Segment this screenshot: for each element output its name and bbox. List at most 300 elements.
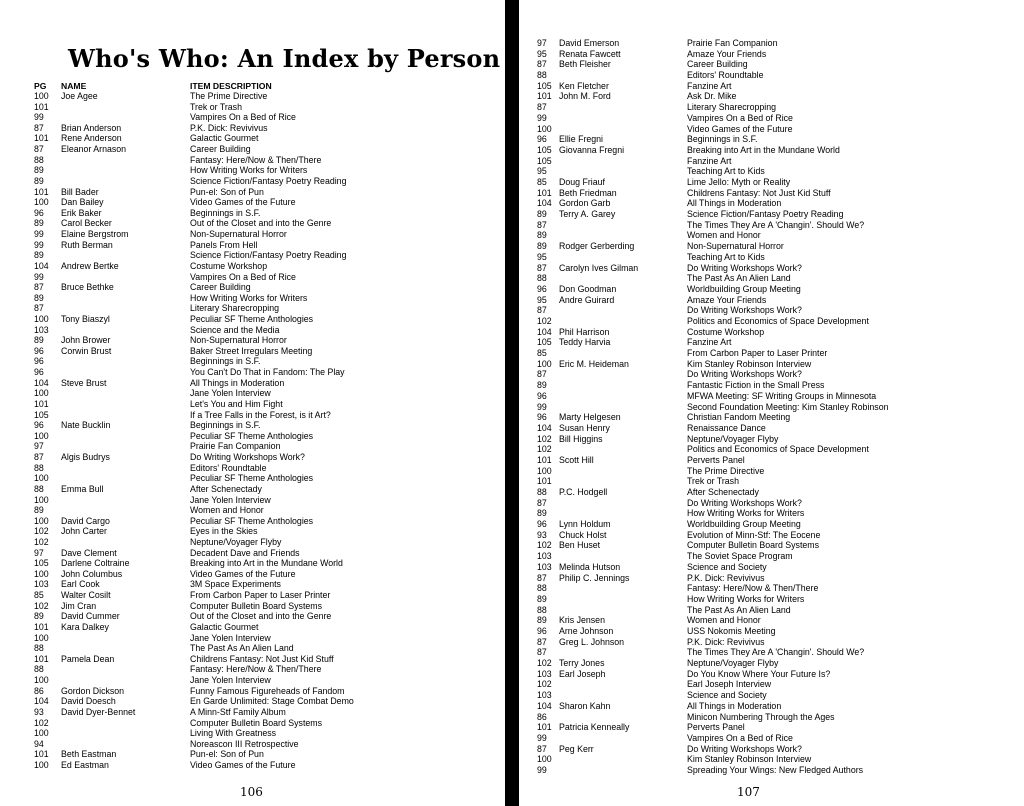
page-ref: 103 (537, 561, 552, 572)
item-description: Prairie Fan Companion (687, 38, 778, 48)
index-row (519, 583, 1024, 593)
item-description: Computer Bulletin Board Systems (687, 540, 820, 551)
item-description: Kim Stanley Robinson Interview (687, 358, 812, 369)
page-ref: 96 (34, 207, 44, 218)
item-description: Jane Yolen Interview (190, 388, 271, 399)
item-description: Ask Dr. Mike (687, 91, 737, 102)
item-description: Politics and Economics of Space Development (687, 315, 869, 326)
person-name: Carol Becker (61, 218, 112, 229)
person-name: Patricia Kenneally (559, 722, 630, 733)
page-ref: 100 (34, 473, 49, 484)
index-row (0, 187, 505, 197)
item-description: How Writing Works for Writers (190, 165, 308, 176)
page-ref: 96 (537, 134, 547, 145)
page-ref: 96 (537, 519, 547, 530)
page-ref: 100 (34, 728, 49, 739)
page-ref: 89 (34, 335, 44, 346)
page-ref: 102 (537, 315, 552, 326)
page-ref: 100 (34, 632, 49, 643)
item-description: Spreading Your Wings: New Fledged Authors (687, 765, 864, 775)
item-description: The Times They Are A 'Changin'. Should We? (687, 219, 865, 230)
page-ref: 96 (34, 367, 44, 378)
page-ref: 100 (34, 760, 49, 770)
item-description: Costume Workshop (687, 326, 765, 337)
item-description: Career Building (190, 144, 251, 155)
item-description: Neptune/Voyager Flyby (190, 537, 282, 547)
person-name: Peg Kerr (559, 743, 594, 754)
index-row (519, 102, 1024, 112)
person-name: Beth Friedman (559, 187, 617, 198)
item-description: Kim Stanley Robinson Interview (687, 754, 812, 765)
index-row (519, 391, 1024, 401)
index-row (519, 519, 1024, 529)
index-row (0, 165, 505, 175)
index-row (0, 558, 505, 568)
item-description: Teaching Art to Kids (687, 166, 765, 177)
page-ref: 101 (34, 398, 49, 409)
index-row (0, 749, 505, 759)
page-ref: 89 (34, 175, 44, 186)
page-ref: 101 (537, 476, 552, 487)
page-ref: 95 (537, 251, 547, 262)
item-description: Fantasy: Here/Now & Then/There (190, 154, 322, 165)
index-row (519, 679, 1024, 689)
person-name: Chuck Holst (559, 529, 607, 540)
page-ref: 88 (537, 273, 547, 284)
item-description: Non-Supernatural Horror (687, 241, 784, 252)
page-ref: 93 (537, 529, 547, 540)
item-description: 3M Space Experiments (190, 579, 281, 590)
item-description: Lime Jello: Myth or Reality (687, 176, 791, 187)
page-ref: 96 (34, 420, 44, 431)
item-description: Perverts Panel (687, 722, 745, 733)
person-name: Melinda Hutson (559, 561, 621, 572)
index-row (519, 690, 1024, 700)
item-description: Peculiar SF Theme Anthologies (190, 515, 314, 526)
item-description: Vampires On a Bed of Rice (190, 112, 296, 123)
page-ref: 97 (537, 38, 547, 48)
item-description: The Prime Directive (190, 91, 268, 101)
page-ref: 102 (537, 679, 552, 690)
index-row (519, 498, 1024, 508)
item-description: Do Writing Workshops Work? (687, 743, 802, 754)
person-name: Pamela Dean (61, 653, 115, 664)
page-title: Who's Who: An Index by Person (68, 44, 501, 73)
index-row (519, 81, 1024, 91)
person-name: Erik Baker (61, 207, 102, 218)
item-description: Christian Fandom Meeting (687, 412, 791, 423)
index-row (0, 399, 505, 409)
index-row (519, 530, 1024, 540)
item-description: All Things in Moderation (687, 198, 782, 209)
item-description: Science and Society (687, 690, 767, 701)
item-description: Do Writing Workshops Work? (687, 305, 802, 316)
person-name: Corwin Brust (61, 345, 112, 356)
person-name: David Cargo (61, 515, 110, 526)
page-ref: 88 (537, 70, 547, 81)
person-name: Scott Hill (559, 454, 594, 465)
person-name: Terry Jones (559, 658, 605, 669)
person-name: Brian Anderson (61, 122, 122, 133)
index-row (0, 675, 505, 685)
index-row (0, 643, 505, 653)
person-name: Beth Eastman (61, 749, 117, 760)
person-name: Walter Cosilt (61, 590, 111, 601)
item-description: Career Building (190, 282, 251, 293)
page-ref: 88 (537, 487, 547, 498)
page-ref: 103 (537, 668, 552, 679)
index-row (519, 744, 1024, 754)
page-ref: 103 (34, 579, 49, 590)
page-ref: 89 (537, 241, 547, 252)
page-ref: 102 (537, 444, 552, 455)
item-description: Amaze Your Friends (687, 294, 767, 305)
item-description: Jane Yolen Interview (190, 632, 271, 643)
index-row (519, 605, 1024, 615)
page-ref: 100 (537, 465, 552, 476)
page-ref: 100 (34, 568, 49, 579)
index-row (0, 431, 505, 441)
page-ref: 89 (34, 611, 44, 622)
item-description: Computer Bulletin Board Systems (190, 600, 323, 611)
person-name: Algis Budrys (61, 452, 110, 463)
index-row (0, 102, 505, 112)
index-row (519, 380, 1024, 390)
index-row (0, 537, 505, 547)
item-description: Jane Yolen Interview (190, 494, 271, 505)
page-ref: 87 (537, 262, 547, 273)
page-ref: 88 (34, 154, 44, 165)
index-row (0, 367, 505, 377)
index-row (519, 701, 1024, 711)
index-row (519, 59, 1024, 69)
person-name: Beth Fleisher (559, 59, 611, 70)
item-description: P.K. Dick: Revivivus (190, 122, 268, 133)
page-ref: 104 (34, 260, 49, 271)
item-description: Teaching Art to Kids (687, 251, 765, 262)
page-ref: 87 (537, 743, 547, 754)
index-row (0, 452, 505, 462)
person-name: Elaine Bergstrom (61, 229, 129, 240)
item-description: Renaissance Dance (687, 422, 766, 433)
item-description: Do Writing Workshops Work? (687, 369, 802, 380)
header-pg: PG (34, 81, 47, 91)
index-row (519, 412, 1024, 422)
page-ref: 87 (537, 647, 547, 658)
index-row (519, 230, 1024, 240)
person-name: Greg L. Johnson (559, 636, 625, 647)
index-row (0, 346, 505, 356)
person-name: Teddy Harvia (559, 337, 611, 348)
index-row (519, 348, 1024, 358)
index-row (519, 423, 1024, 433)
person-name: Rene Anderson (61, 133, 122, 144)
item-description: After Schenectady (190, 483, 262, 494)
index-row (0, 378, 505, 388)
index-row (0, 718, 505, 728)
index-row (0, 505, 505, 515)
item-description: Fanzine Art (687, 155, 732, 166)
item-description: Politics and Economics of Space Development (687, 444, 869, 455)
item-description: The Soviet Space Program (687, 551, 793, 562)
index-row (0, 112, 505, 122)
index-row (519, 712, 1024, 722)
page-ref: 96 (537, 626, 547, 636)
item-description: Vampires On a Bed of Rice (190, 271, 296, 282)
page-ref: 102 (34, 717, 49, 728)
index-row (0, 654, 505, 664)
page-ref: 101 (537, 91, 552, 102)
item-description: Earl Joseph Interview (687, 679, 772, 690)
item-description: Panels From Hell (190, 239, 258, 250)
index-row (0, 728, 505, 738)
person-name: David Emerson (559, 38, 620, 48)
index-row (0, 548, 505, 558)
index-row (519, 156, 1024, 166)
index-row (519, 626, 1024, 636)
index-row (519, 444, 1024, 454)
header-name: NAME (61, 81, 87, 91)
page-ref: 101 (537, 187, 552, 198)
index-row (519, 508, 1024, 518)
person-name: Nate Bucklin (61, 420, 111, 431)
index-row (0, 229, 505, 239)
item-description: Women and Honor (687, 615, 761, 626)
item-description: Do You Know Where Your Future Is? (687, 668, 831, 679)
page-ref: 87 (34, 122, 44, 133)
index-row (0, 272, 505, 282)
item-description: Career Building (687, 59, 748, 70)
index-row (0, 686, 505, 696)
page-ref: 96 (537, 412, 547, 423)
item-description: Pun-el: Son of Pun (190, 186, 264, 197)
index-row (0, 739, 505, 749)
index-row (0, 388, 505, 398)
item-description: Peculiar SF Theme Anthologies (190, 430, 314, 441)
page-ref: 104 (537, 326, 552, 337)
index-row (519, 658, 1024, 668)
person-name: Gordon Garb (559, 198, 611, 209)
item-description: Galactic Gourmet (190, 133, 259, 144)
item-description: Science Fiction/Fantasy Poetry Reading (190, 175, 347, 186)
item-description: Do Writing Workshops Work? (687, 497, 802, 508)
index-row (0, 473, 505, 483)
page-ref: 89 (34, 292, 44, 303)
item-description: Out of the Closet and into the Genre (190, 611, 332, 622)
index-row (519, 295, 1024, 305)
item-description: How Writing Works for Writers (190, 292, 308, 303)
page-ref: 105 (537, 155, 552, 166)
person-name: David Dyer-Bennet (61, 706, 136, 717)
index-row (519, 647, 1024, 657)
page-ref: 89 (537, 593, 547, 604)
index-row (519, 177, 1024, 187)
page-ref: 95 (537, 48, 547, 59)
item-description: Peculiar SF Theme Anthologies (190, 314, 314, 324)
page-ref: 103 (537, 690, 552, 701)
index-row (519, 113, 1024, 123)
page-ref: 87 (537, 369, 547, 380)
index-row (0, 696, 505, 706)
index-row (519, 540, 1024, 550)
person-name: Gordon Dickson (61, 685, 125, 696)
person-name: Tony Biaszyl (61, 314, 110, 324)
page-ref: 87 (34, 303, 44, 314)
item-description: Fantasy: Here/Now & Then/There (190, 664, 322, 675)
page-ref: 89 (34, 165, 44, 176)
person-name: Don Goodman (559, 283, 617, 294)
page-ref: 105 (34, 558, 49, 569)
index-row (519, 466, 1024, 476)
person-name: Eric M. Heideman (559, 358, 629, 369)
person-name: Phil Harrison (559, 326, 610, 337)
item-description: Do Writing Workshops Work? (687, 262, 802, 273)
index-row (519, 263, 1024, 273)
index-row (0, 282, 505, 292)
page-ref: 101 (34, 749, 49, 760)
item-description: Beginnings in S.F. (687, 134, 758, 145)
item-description: Peculiar SF Theme Anthologies (190, 473, 314, 484)
item-description: Let's You and Him Fight (190, 398, 283, 409)
item-description: Out of the Closet and into the Genre (190, 218, 332, 229)
index-row (519, 209, 1024, 219)
header-item-description: ITEM DESCRIPTION (190, 81, 272, 91)
item-description: Beginnings in S.F. (190, 356, 261, 367)
person-name: David Doesch (61, 696, 116, 707)
index-row (519, 91, 1024, 101)
item-description: Worldbuilding Group Meeting (687, 283, 801, 294)
person-name: Earl Joseph (559, 668, 606, 679)
index-row (519, 369, 1024, 379)
page-ref: 102 (537, 433, 552, 444)
person-name: Terry A. Garey (559, 209, 616, 220)
page-ref: 101 (34, 621, 49, 632)
page-ref: 102 (34, 537, 49, 547)
index-row (519, 754, 1024, 764)
page-ref: 102 (537, 540, 552, 551)
item-description: Galactic Gourmet (190, 621, 259, 632)
page-ref: 86 (34, 685, 44, 696)
page-ref: 103 (537, 551, 552, 562)
index-row (0, 144, 505, 154)
item-description: Fanzine Art (687, 80, 732, 91)
index-row (519, 402, 1024, 412)
page-ref: 88 (537, 583, 547, 594)
index-row (519, 327, 1024, 337)
index-row (519, 134, 1024, 144)
page-ref: 88 (34, 643, 44, 654)
index-row (0, 590, 505, 600)
item-description: Fantastic Fiction in the Small Press (687, 380, 825, 391)
index-row (0, 208, 505, 218)
item-description: From Carbon Paper to Laser Printer (687, 348, 828, 359)
page-ref: 100 (34, 314, 49, 324)
page-ref: 99 (34, 239, 44, 250)
page-ref: 101 (34, 101, 49, 112)
person-name: P.C. Hodgell (559, 487, 608, 498)
person-name: Renata Fawcett (559, 48, 621, 59)
page-ref: 86 (537, 711, 547, 722)
person-name: Giovanna Fregni (559, 144, 625, 155)
right-page (519, 0, 1024, 806)
item-description: Trek or Trash (687, 476, 739, 487)
index-row (0, 463, 505, 473)
person-name: Arne Johnson (559, 626, 614, 636)
item-description: Video Games of the Future (190, 568, 296, 579)
person-name: Ruth Berman (61, 239, 113, 250)
person-name: Susan Henry (559, 422, 610, 433)
item-description: Beginnings in S.F. (190, 207, 261, 218)
page-ref: 105 (34, 409, 49, 420)
index-row (519, 38, 1024, 48)
page-ref: 105 (537, 80, 552, 91)
page-ref: 95 (537, 166, 547, 177)
index-row (0, 633, 505, 643)
index-row (0, 155, 505, 165)
page-ref: 89 (537, 209, 547, 220)
item-description: Neptune/Voyager Flyby (687, 433, 779, 444)
page-ref: 100 (537, 123, 552, 134)
page-ref: 87 (537, 219, 547, 230)
page-ref: 87 (537, 59, 547, 70)
page-ref: 103 (34, 324, 49, 335)
person-name: John M. Ford (559, 91, 611, 102)
item-description: Fanzine Art (687, 337, 732, 348)
index-row (0, 176, 505, 186)
page-ref: 96 (34, 356, 44, 367)
person-name: Steve Brust (61, 377, 107, 388)
item-description: Science Fiction/Fantasy Poetry Reading (190, 250, 347, 261)
page-number-right: 107 (737, 785, 760, 799)
item-description: Perverts Panel (687, 454, 745, 465)
left-page (0, 0, 505, 806)
index-row (519, 166, 1024, 176)
book-spine (505, 0, 519, 806)
item-description: Prairie Fan Companion (190, 441, 281, 452)
index-row (519, 615, 1024, 625)
index-row (0, 410, 505, 420)
item-description: Non-Supernatural Horror (190, 335, 287, 346)
item-description: Women and Honor (190, 505, 264, 516)
page-ref: 88 (34, 462, 44, 473)
item-description: Funny Famous Figureheads of Fandom (190, 685, 345, 696)
page-ref: 104 (34, 696, 49, 707)
index-row (519, 284, 1024, 294)
item-description: Minicon Numbering Through the Ages (687, 711, 835, 722)
index-row (0, 240, 505, 250)
page-ref: 105 (537, 144, 552, 155)
page-number-left: 106 (240, 785, 263, 799)
item-description: Noreascon III Retrospective (190, 738, 299, 749)
index-row (0, 314, 505, 324)
index-row (519, 434, 1024, 444)
item-description: You Can't Do That in Fandom: The Play (190, 367, 345, 378)
person-name: Emma Bull (61, 483, 104, 494)
item-description: All Things in Moderation (687, 700, 782, 711)
item-description: If a Tree Falls in the Forest, is it Art? (190, 409, 331, 420)
item-description: Childrens Fantasy: Not Just Kid Stuff (687, 187, 831, 198)
index-row (0, 526, 505, 536)
item-description: Childrens Fantasy: Not Just Kid Stuff (190, 653, 334, 664)
item-description: Non-Supernatural Horror (190, 229, 287, 240)
item-description: Vampires On a Bed of Rice (687, 112, 793, 123)
page-ref: 96 (537, 390, 547, 401)
person-name: John Columbus (61, 568, 123, 579)
item-description: Editors' Roundtable (190, 462, 267, 473)
page-ref: 88 (34, 483, 44, 494)
item-description: Breaking into Art in the Mundane World (687, 144, 840, 155)
item-description: USS Nokomis Meeting (687, 626, 776, 636)
